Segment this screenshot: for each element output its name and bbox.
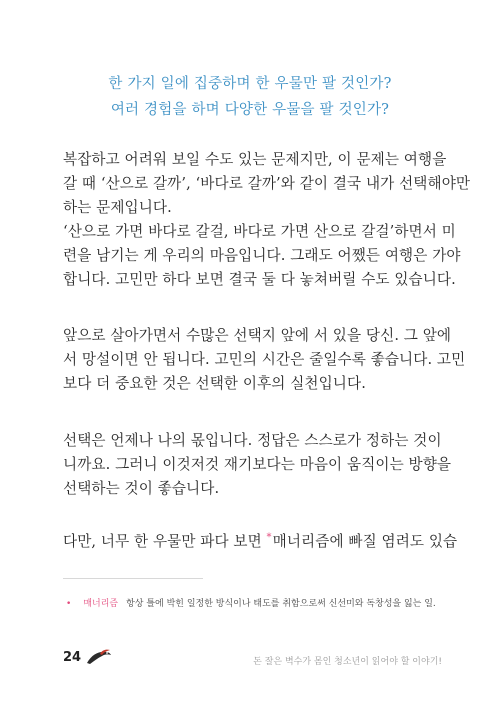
bird-icon xyxy=(86,648,112,666)
paragraph-4-line-1 xyxy=(63,530,458,551)
paragraph-2-line-2: 서 망설이면 안 됩니다. 고민의 시간은 줄일수록 좋습니다. 고민 xyxy=(63,351,466,368)
paragraph-1-line-6: 합니다. 고민만 하다 보면 결국 둘 다 놓쳐버릴 수도 있습니다. xyxy=(63,271,456,288)
paragraph-3-line-2: 니까요. 그러니 이것저것 재기보다는 마음이 움직이는 방향을 xyxy=(63,456,452,473)
paragraph-4-text-end: 매너리즘에 빠질 염려도 있습 xyxy=(272,533,458,550)
subtitle-question-2: 여러 경험을 하며 다양한 우물을 팔 것인가? xyxy=(110,102,390,118)
paragraph-3-line-1: 선택은 언제나 나의 몫입니다. 정답은 스스로가 정하는 것이 xyxy=(63,432,442,449)
paragraph-3-line-3: 선택하는 것이 좋습니다. xyxy=(63,480,220,497)
paragraph-2-line-3: 보다 더 중요한 것은 선택한 이후의 실천입니다. xyxy=(63,375,366,392)
page-number: 24 xyxy=(63,650,82,665)
subtitle-question-1: 한 가지 일에 집중하며 한 우물만 팔 것인가? xyxy=(108,76,392,92)
footnote xyxy=(66,596,436,609)
footnote-bullet: • xyxy=(66,599,72,609)
footnote-marker: * xyxy=(266,532,272,543)
paragraph-4-text-start: 다만, 너무 한 우물만 파다 보면 xyxy=(63,533,267,550)
footnote-divider xyxy=(63,578,203,579)
footnote-term: 매너리즘 xyxy=(83,599,119,609)
running-title: 돈 잘은 벽수가 몸인 청소년이 읽어야 할 이야기! xyxy=(253,657,442,667)
paragraph-1-line-4: ‘산으로 가면 바다로 갈걸, 바다로 가면 산으로 갈걸’하면서 미 xyxy=(63,223,456,240)
paragraph-1-line-5: 련을 남기는 게 우리의 마음입니다. 그래도 어쨌든 여행은 가야 xyxy=(63,247,461,264)
paragraph-1-line-3: 하는 문제입니다. xyxy=(63,199,172,216)
footnote-definition: 항상 틀에 박힌 일정한 방식이나 태도를 취함으로써 신선미와 독창성을 잃는 일. xyxy=(126,599,436,609)
paragraph-1-line-2: 갈 때 ‘산으로 갈까’, ‘바다로 갈까’와 같이 결국 내가 선택해야만 xyxy=(63,175,471,192)
paragraph-1-line-1: 복잡하고 어려워 보일 수도 있는 문제지만, 이 문제는 여행을 xyxy=(63,151,447,168)
paragraph-2-line-1: 앞으로 살아가면서 수많은 선택지 앞에 서 있을 당신. 그 앞에 xyxy=(63,327,452,344)
